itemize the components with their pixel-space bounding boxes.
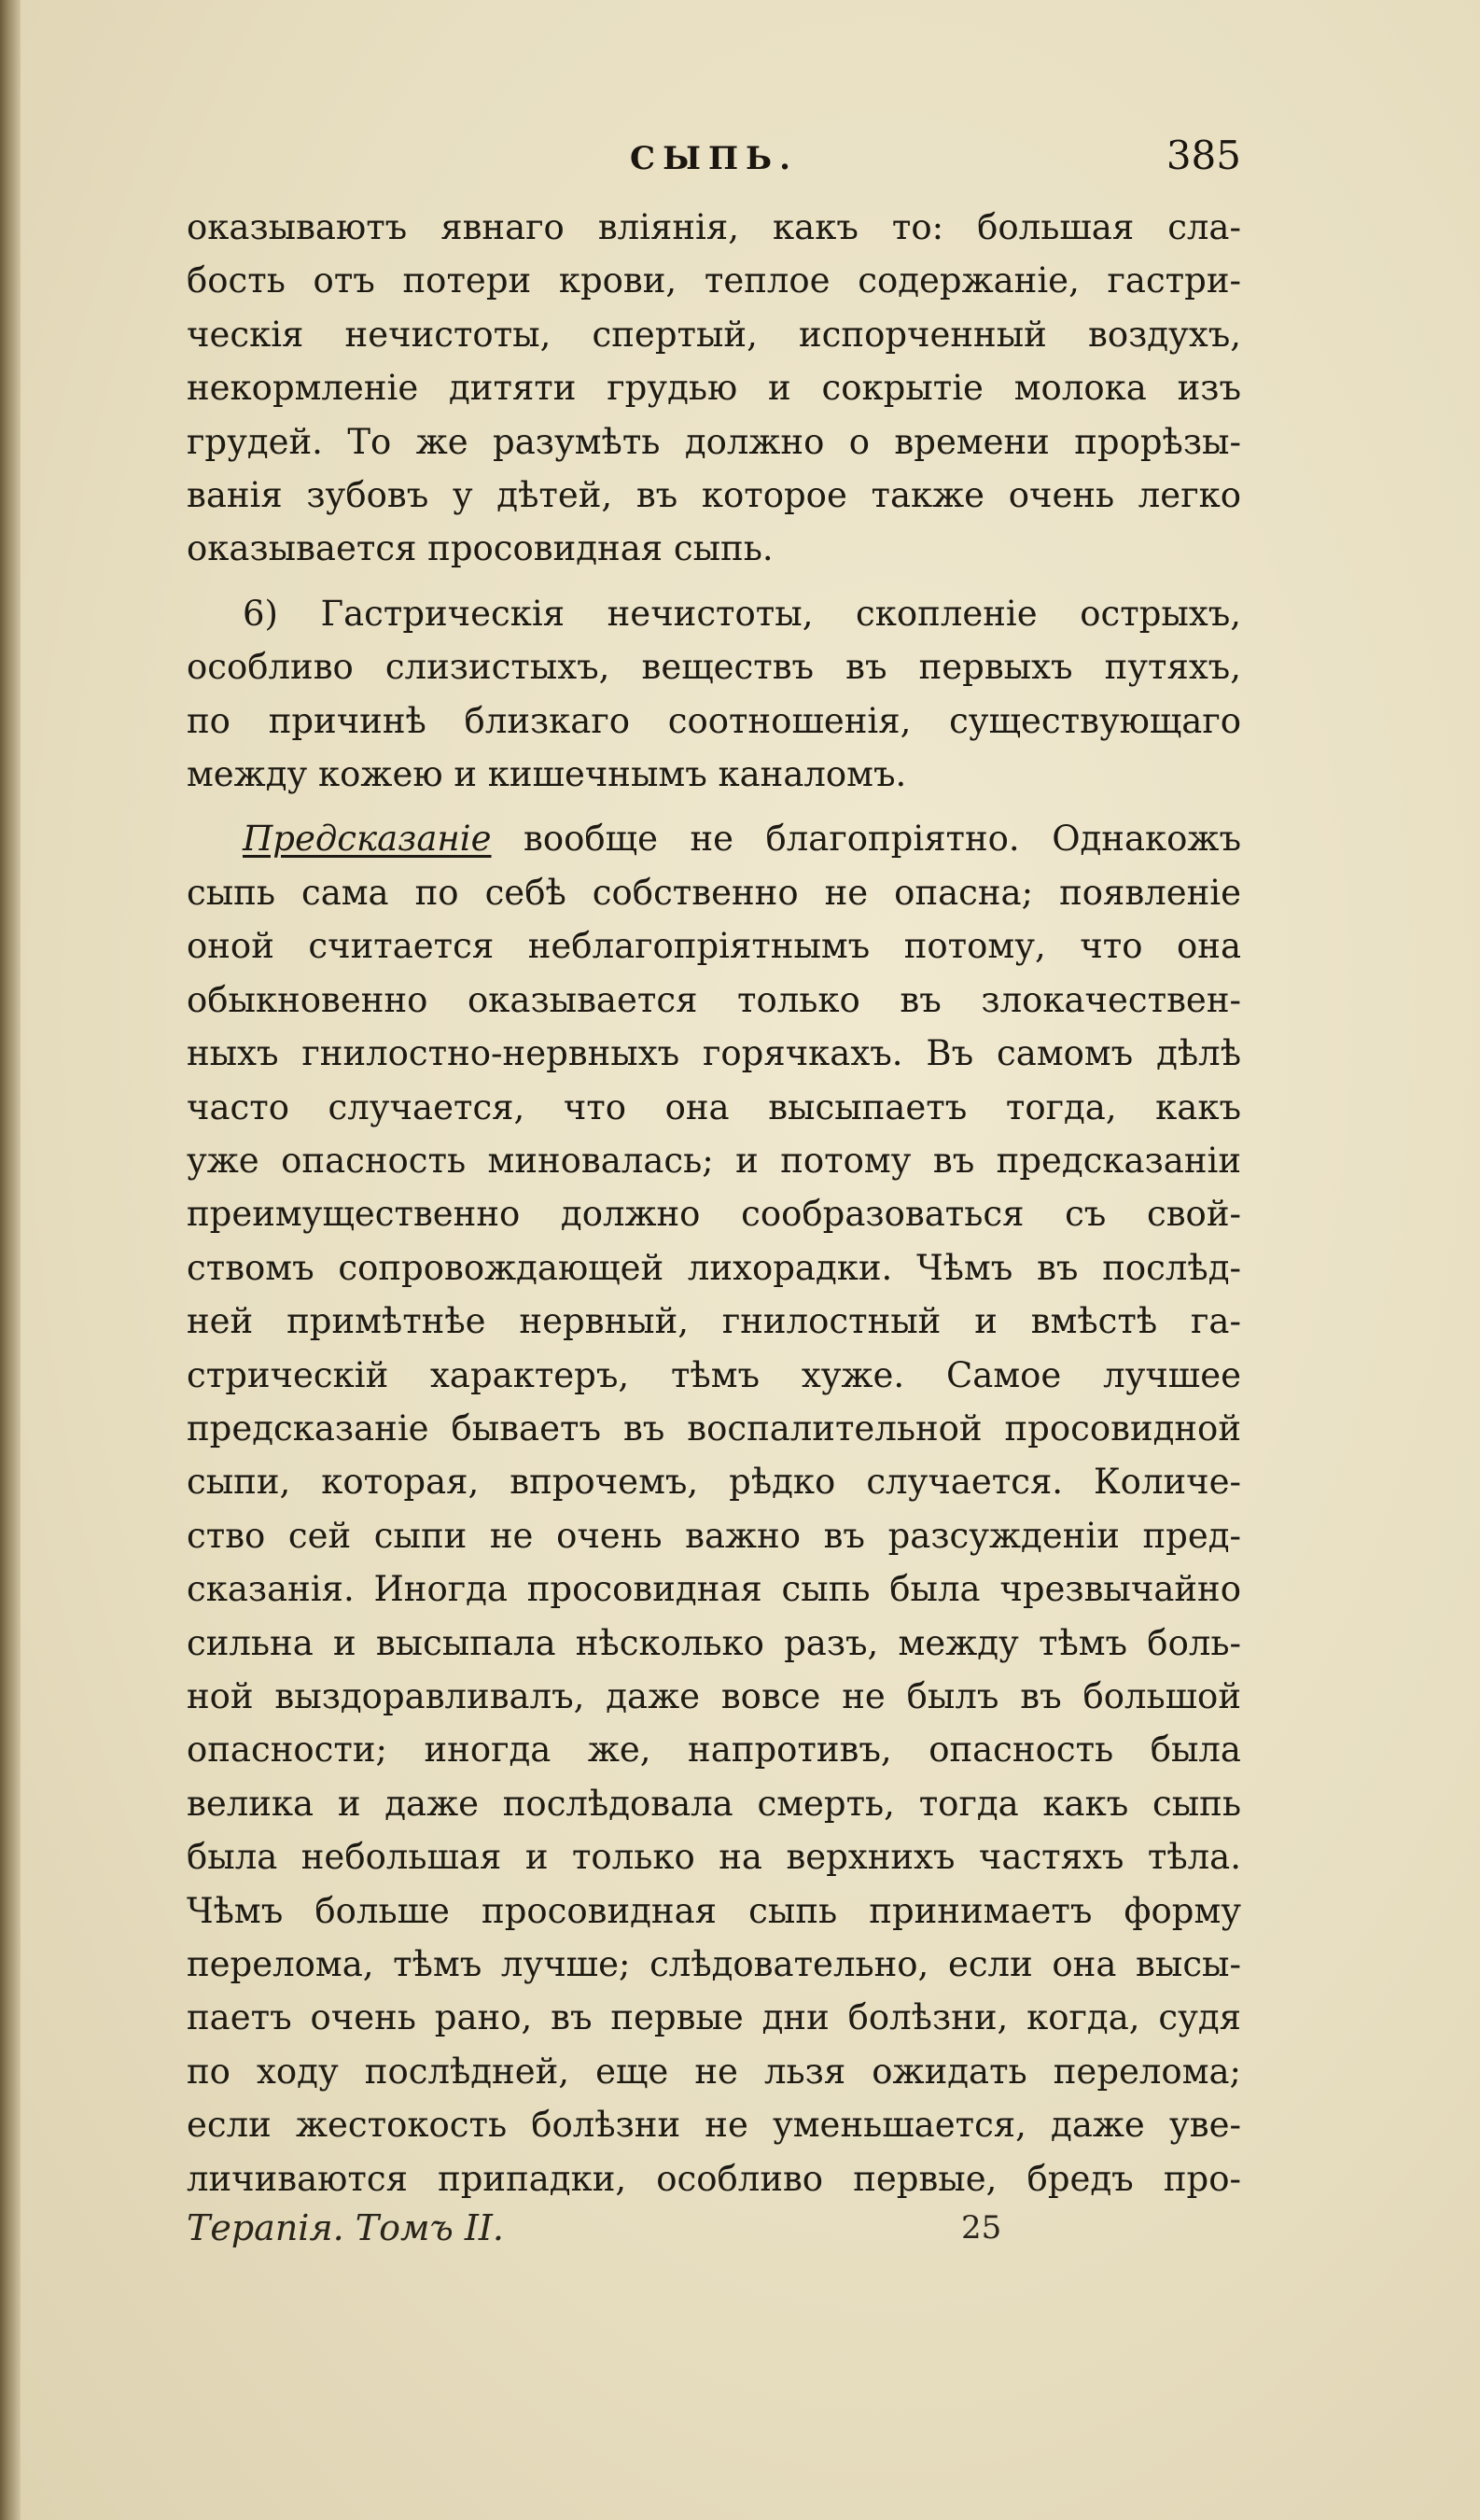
- text-line: была небольшая и только на верхнихъ частяхъ тѣла.: [187, 1837, 1241, 1878]
- book-gutter: [0, 0, 21, 2520]
- signature-line: Терапія. Томъ II.: [187, 2207, 504, 2248]
- text-line: бость отъ потери крови, теплое содержаніе, гастри-: [187, 260, 1241, 301]
- text-line: опасности; иногда же, напротивъ, опасность была: [187, 1729, 1241, 1771]
- page-header: [187, 133, 1241, 196]
- text-line: ство сей сыпи не очень важно въ разсужденіи пред-: [187, 1515, 1241, 1556]
- body-text: [187, 201, 1241, 2217]
- text-line: паетъ очень рано, въ первые дни болѣзни, когда, судя: [187, 1997, 1241, 2038]
- running-head: СЫПЬ.: [630, 140, 798, 177]
- text-line: часто случается, что она высыпаетъ тогда, какъ: [187, 1086, 1241, 1127]
- text-line: между кожею и кишечнымъ каналомъ.: [187, 754, 907, 795]
- text-line: оказываютъ явнаго вліянія, какъ то: большая сла-: [187, 207, 1241, 247]
- text-line: 6) Гастрическія нечистоты, скопленіе острыхъ,: [243, 593, 1241, 634]
- signature-mark: 25: [961, 2209, 1002, 2247]
- text-line: сильна и высыпала нѣсколько разъ, между тѣмъ боль-: [187, 1622, 1241, 1663]
- text-line: некормленіе дитяти грудью и сокрытіе молока изъ: [187, 368, 1241, 409]
- text-line: обыкновенно оказывается только въ злокачествен-: [187, 979, 1241, 1020]
- paragraph-2: [187, 587, 1241, 802]
- text-line: личиваются припадки, особливо первые, бредъ про-: [187, 2158, 1241, 2199]
- text-line: ванія зубовъ у дѣтей, въ которое также очень легко: [187, 475, 1241, 516]
- page-number: 385: [1166, 133, 1241, 178]
- text-line: по причинѣ близкаго соотношенія, существующаго: [187, 700, 1241, 741]
- text-line: ной выздоравливалъ, даже вовсе не былъ въ большой: [187, 1675, 1241, 1716]
- text-line: стрическій характеръ, тѣмъ хуже. Самое лучшее: [187, 1354, 1241, 1395]
- text-line: перелома, тѣмъ лучше; слѣдовательно, если она высы-: [187, 1944, 1241, 1984]
- text-line: по ходу послѣдней, еще не льзя ожидать перелома;: [187, 2051, 1241, 2092]
- text-line: ней примѣтнѣе нервный, гнилостный и вмѣстѣ га-: [187, 1301, 1241, 1342]
- text-line: оной считается неблагопріятнымъ потому, что она: [187, 926, 1241, 967]
- text-line: сказанія. Иногда просовидная сыпь была чрезвычайно: [187, 1569, 1241, 1610]
- text-line: преимущественно должно сообразоваться съ свой-: [187, 1194, 1241, 1235]
- text-line: грудей. То же разумѣть должно о времени прорѣзы-: [187, 421, 1241, 462]
- text-line: ческія нечистоты, спертый, испорченный воздухъ,: [187, 314, 1241, 355]
- text-line: оказывается просовидная сыпь.: [187, 528, 774, 569]
- text-line: велика и даже послѣдовала смерть, тогда какъ сыпь: [187, 1783, 1241, 1824]
- text-line: ствомъ сопровождающей лихорадки. Чѣмъ въ послѣд-: [187, 1247, 1241, 1288]
- text-line-first: [187, 812, 1241, 865]
- text-line: предсказаніе бываетъ въ воспалительной просовидной: [187, 1407, 1241, 1449]
- text-line: сыпи, которая, впрочемъ, рѣдко случается. Количе-: [187, 1462, 1241, 1503]
- paragraph-3: [187, 812, 1241, 2205]
- text-line: особливо слизистыхъ, веществъ въ первыхъ путяхъ,: [187, 647, 1241, 688]
- text-line: если жестокость болѣзни не уменьшается, даже уве-: [187, 2105, 1241, 2146]
- text-line: уже опасность миновалась; и потому въ предсказаніи: [187, 1140, 1241, 1181]
- text-line-rest: вообще не благопріятно. Однакожъ: [524, 819, 1242, 860]
- text-line: Чѣмъ больше просовидная сыпь принимаетъ форму: [187, 1890, 1241, 1931]
- emphasized-term: Предсказаніе: [243, 819, 492, 860]
- paragraph-1: [187, 201, 1241, 576]
- text-line: ныхъ гнилостно-нервныхъ горячкахъ. Въ самомъ дѣлѣ: [187, 1033, 1241, 1074]
- text-line: сыпь сама по себѣ собственно не опасна; появленіе: [187, 872, 1241, 913]
